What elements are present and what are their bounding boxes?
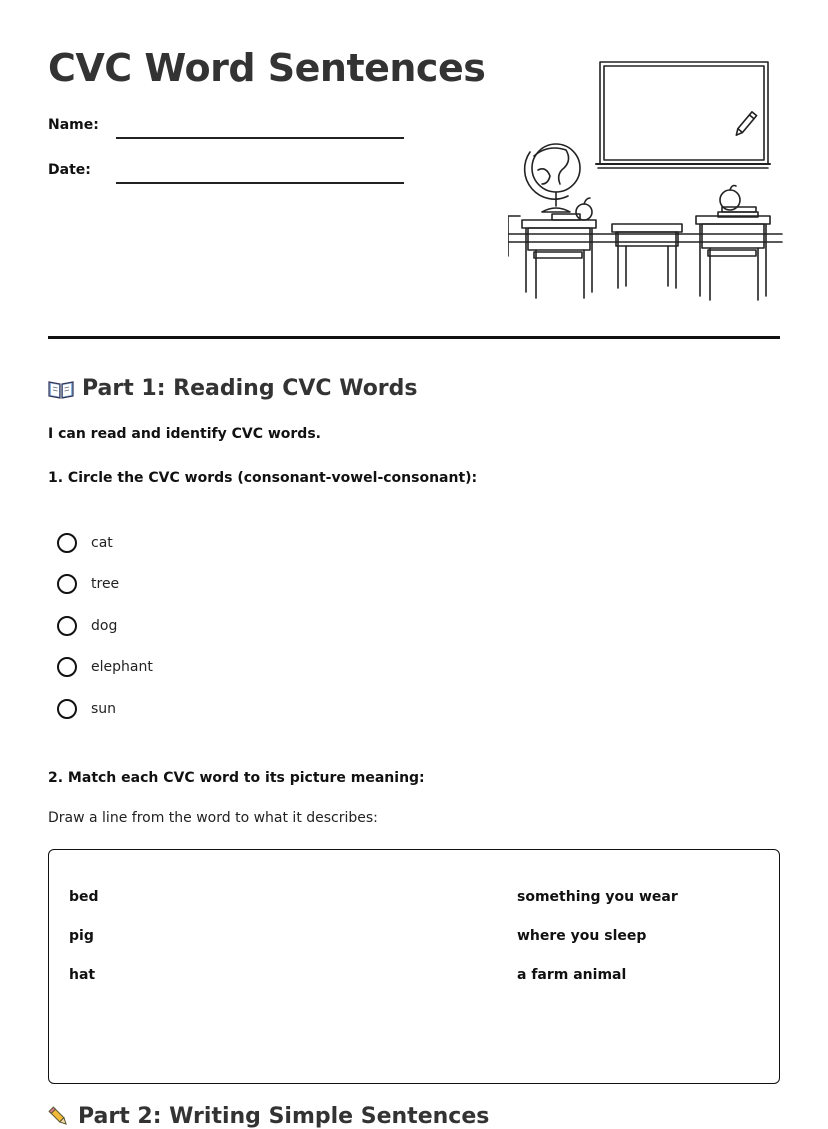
option-elephant[interactable] — [57, 655, 153, 679]
match-word-bed[interactable]: bed — [69, 889, 99, 905]
radio-circle[interactable] — [57, 574, 77, 594]
option-label: cat — [91, 535, 113, 551]
option-label: elephant — [91, 659, 153, 675]
part2-heading — [48, 1104, 489, 1129]
option-label: sun — [91, 701, 117, 717]
pencil-drawing — [734, 112, 757, 137]
name-field — [48, 117, 404, 133]
option-sun[interactable] — [57, 697, 116, 721]
option-dog[interactable] — [57, 614, 117, 638]
question1-prompt: 1. Circle the CVC words (consonant-vowel-consonant): — [48, 470, 478, 486]
name-blank-line[interactable] — [116, 136, 404, 139]
page-title: CVC Word Sentences — [48, 46, 486, 90]
option-label: dog — [91, 618, 118, 634]
match-meaning-sleep[interactable]: where you sleep — [517, 928, 647, 944]
part1-heading — [48, 376, 418, 401]
part2-heading-text: Part 2: Writing Simple Sentences — [78, 1104, 490, 1129]
option-tree[interactable] — [57, 572, 119, 596]
question2-prompt: 2. Match each CVC word to its picture meaning: — [48, 770, 425, 786]
pencil-icon — [48, 1106, 70, 1128]
match-word-hat[interactable]: hat — [69, 967, 96, 983]
classroom-illustration — [508, 56, 784, 304]
part1-heading-text: Part 1: Reading CVC Words — [82, 376, 418, 401]
name-label: Name: — [48, 117, 99, 133]
match-meaning-wear[interactable]: something you wear — [517, 889, 678, 905]
option-label: tree — [91, 576, 120, 592]
match-word-pig[interactable]: pig — [69, 928, 94, 944]
matching-box — [48, 849, 780, 1084]
radio-circle[interactable] — [57, 657, 77, 677]
date-field — [48, 162, 404, 178]
date-label: Date: — [48, 162, 91, 178]
open-book-icon — [48, 379, 74, 399]
match-meaning-animal[interactable]: a farm animal — [517, 967, 627, 983]
section-divider — [48, 336, 780, 339]
question2-instruction: Draw a line from the word to what it describes: — [48, 810, 378, 826]
part1-objective: I can read and identify CVC words. — [48, 426, 321, 442]
date-blank-line[interactable] — [116, 181, 404, 184]
option-cat[interactable] — [57, 531, 113, 555]
radio-circle[interactable] — [57, 616, 77, 636]
radio-circle[interactable] — [57, 533, 77, 553]
radio-circle[interactable] — [57, 699, 77, 719]
